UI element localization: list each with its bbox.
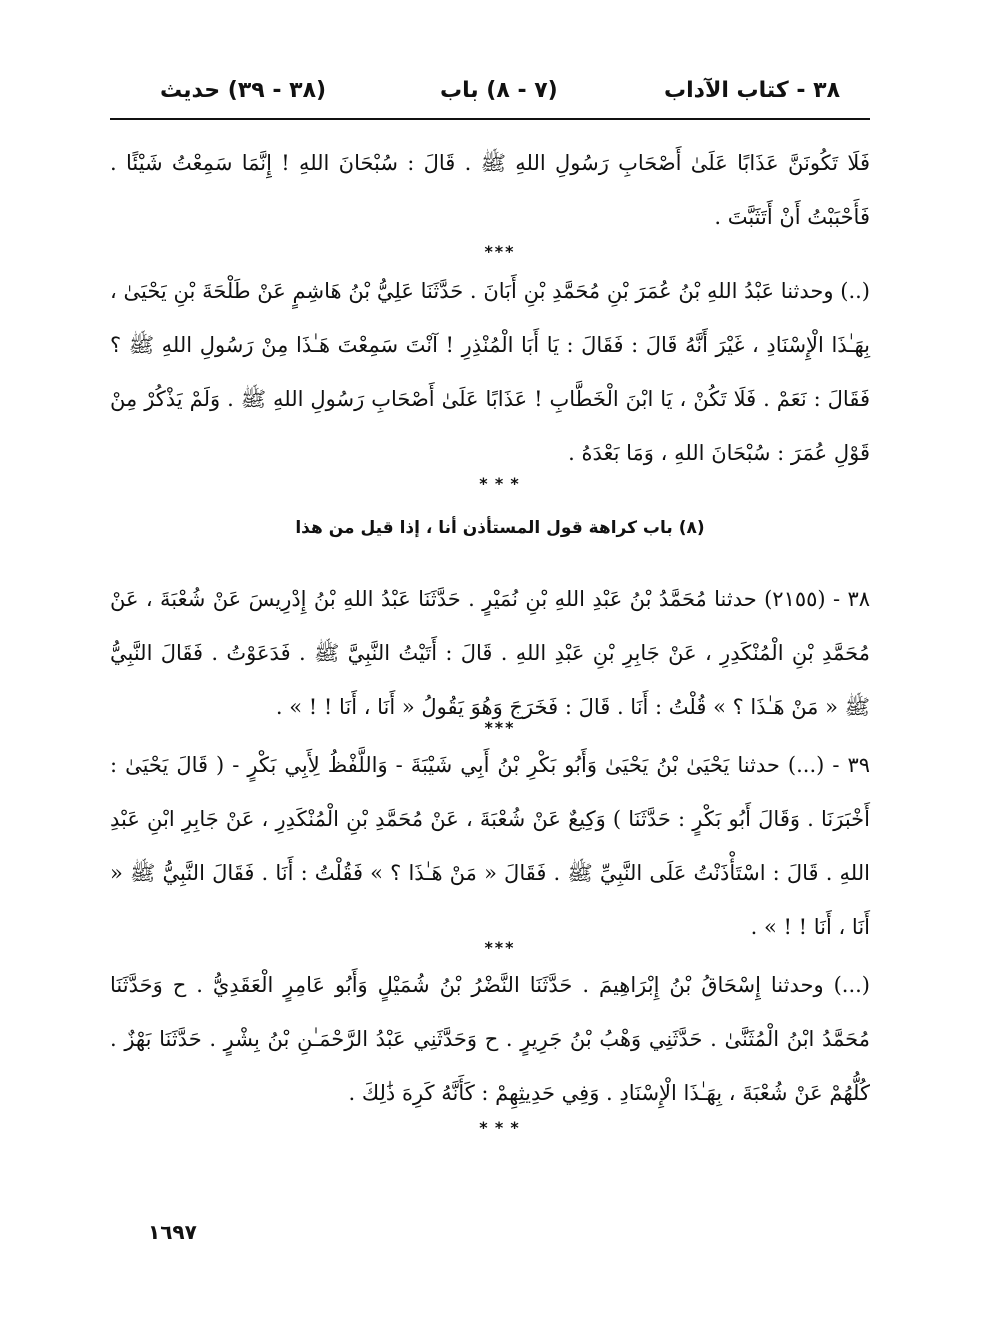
separator-stars-1: *** — [484, 242, 516, 261]
separator-stars-5: * * * — [479, 1118, 521, 1137]
separator-stars-2: * * * — [479, 474, 521, 493]
paragraph-hadith-variant-2: (...) وحدثنا إِسْحَاقُ بْنُ إِبْرَاهِيمَ . حَدَّثَنَا النَّضْرُ بْنُ شُمَيْلٍ وَأَبُو عَامِرٍ الْعَقَدِيُّ . ح وَحَدَّثَنَا مُحَمَّدُ ابْنُ الْمُثَنَّىٰ . حَدَّثَنِي وَهْبُ بْنُ جَرِيرٍ . ح وَحَدَّثَنِي عَبْدُ الرَّحْمَـٰنِ بْنُ بِشْرٍ . حَدَّثَنَا بَهْزٌ . كُلُّهُمْ عَنْ شُعْبَةَ ، بِهَـٰذَا الْإِسْنَادِ . وَفِي حَدِيثِهِمْ : كَأَنَّهُ كَرِهَ ذَٰلِكَ . — [110, 973, 870, 1105]
separator-stars-3: *** — [484, 718, 516, 737]
separator-stars-4: *** — [484, 938, 516, 957]
paragraph-hadith-39: ٣٩ - (...) حدثنا يَحْيَىٰ بْنُ يَحْيَىٰ وَأَبُو بَكْرِ بْنُ أَبِي شَيْبَةَ - وَاللَّفْظُ لِأَبِي بَكْرٍ - ( قَالَ يَحْيَىٰ : أَخْبَرَنَا . وَقَالَ أَبُو بَكْرٍ : حَدَّثَنَا ) وَكِيعٌ عَنْ شُعْبَةَ ، عَنْ مُحَمَّدِ بْنِ الْمُنْكَدِرِ ، عَنْ جَابِرِ ابْنِ عَبْدِ اللهِ . قَالَ : اسْتَأْذَنْتُ عَلَى النَّبِيِّ ﷺ . فَقَالَ « مَنْ هَـٰذَا ؟ » فَقُلْتُ : أَنَا . فَقَالَ النَّبِيُّ ﷺ « أَنَا ، أَنَا ! ! » . — [110, 753, 870, 939]
header-hadith-range: (٣٨ - ٣٩) حديث — [160, 78, 327, 103]
header-chapter-range: (٧ - ٨) باب — [440, 78, 558, 103]
header-rule — [110, 118, 870, 120]
page-number: ١٦٩٧ — [148, 1220, 197, 1244]
header-book-title: ٣٨ - كتاب الآداب — [664, 78, 840, 103]
paragraph-hadith-38: ٣٨ - (٢١٥٥) حدثنا مُحَمَّدُ بْنُ عَبْدِ اللهِ بْنِ نُمَيْرٍ . حَدَّثَنَا عَبْدُ اللهِ بْنُ إِدْرِيسَ عَنْ شُعْبَةَ ، عَنْ مُحَمَّدِ بْنِ الْمُنْكَدِرِ ، عَنْ جَابِرِ بْنِ عَبْدِ اللهِ . قَالَ : أَتَيْتُ النَّبِيَّ ﷺ . فَدَعَوْتُ . فَقَالَ النَّبِيُّ ﷺ « مَنْ هَـٰذَا ؟ » قُلْتُ : أَنَا . قَالَ : فَخَرَجَ وَهُوَ يَقُولُ « أَنَا ، أَنَا ! ! » . — [110, 587, 870, 719]
running-header — [160, 78, 840, 114]
paragraph-hadith-variant-1: (..) وحدثنا عَبْدُ اللهِ بْنُ عُمَرَ بْنِ مُحَمَّدِ بْنِ أَبَانَ . حَدَّثَنَا عَلِيُّ بْنُ هَاشِمٍ عَنْ طَلْحَةَ بْنِ يَحْيَىٰ ، بِهَـٰذَا الْإِسْنَادِ ، غَيْرَ أَنَّهُ قَالَ : فَقَالَ : يَا أَبَا الْمُنْذِرِ ! آنْتَ سَمِعْتَ هَـٰذَا مِنْ رَسُولِ اللهِ ﷺ ؟ فَقَالَ : نَعَمْ . فَلَا تَكُنْ ، يَا ابْنَ الْخَطَّابِ ! عَذَابًا عَلَىٰ أَصْحَابِ رَسُولِ اللهِ ﷺ . وَلَمْ يَذْكُرْ مِنْ قَوْلِ عُمَرَ : سُبْحَانَ اللهِ ، وَمَا بَعْدَهُ . — [110, 279, 870, 465]
paragraph-continuation: فَلَا تَكُونَنَّ عَذَابًا عَلَىٰ أَصْحَابِ رَسُولِ اللهِ ﷺ . قَالَ : سُبْحَانَ اللهِ ! إِنَّمَا سَمِعْتُ شَيْئًا . فَأَحْبَبْتُ أَنْ أَتَثَبَّتَ . — [110, 151, 870, 229]
chapter-heading: (٨) باب كراهة قول المستأذن أنا ، إذا قيل من هذا — [295, 518, 705, 538]
